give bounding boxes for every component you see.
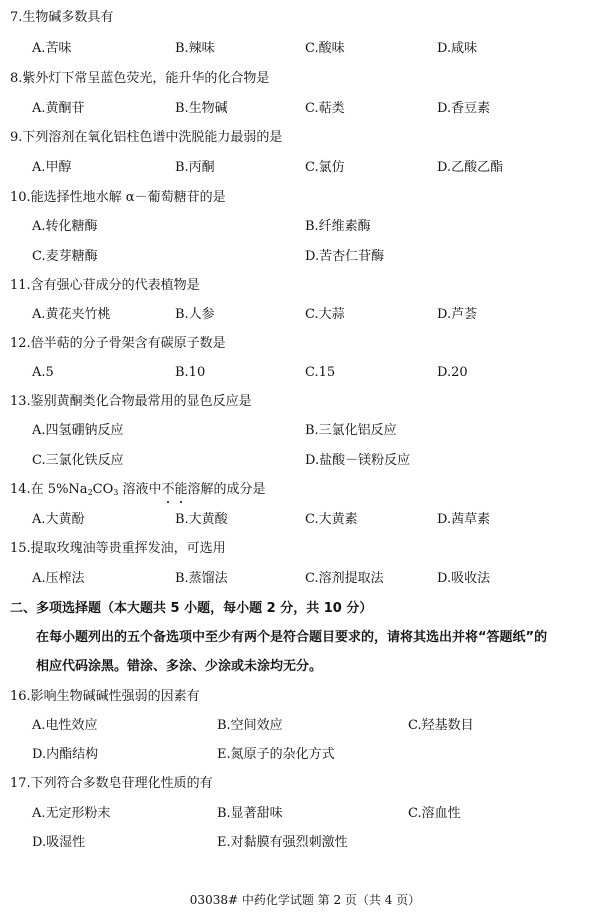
question-16-option-b: B.空间效应 (217, 718, 283, 733)
question-15-stem: 15.提取玫瑰油等贵重挥发油，可选用 (10, 541, 226, 556)
question-14-option-c: C.大黄素 (305, 512, 358, 527)
question-10-option-b: B.纤维素酶 (305, 219, 371, 234)
question-7-option-d: D.咸味 (437, 41, 478, 56)
emphasis-dot (167, 501, 169, 503)
question-7-option-c: C.酸味 (305, 41, 345, 56)
question-15-option-b: B.蒸馏法 (175, 571, 228, 586)
question-15-option-c: C.溶剂提取法 (305, 571, 384, 586)
question-17-option-c: C.溶血性 (408, 806, 461, 821)
question-16-stem: 16.影响生物碱碱性强弱的因素有 (10, 689, 200, 704)
page-footer: 03038# 中药化学试题 第 2 页（共 4 页） (189, 893, 421, 907)
emphasis-dot (180, 501, 182, 503)
question-11-option-a: A.黄花夹竹桃 (32, 307, 111, 322)
question-14-emphasis-text: 不能 (161, 482, 188, 497)
question-14-emphasis (162, 482, 188, 497)
question-8-option-c: C.萜类 (305, 101, 345, 116)
question-14-stem-middle: 溶液中 (118, 482, 162, 497)
question-13-stem: 13.鉴别黄酮类化合物最常用的显色反应是 (10, 394, 252, 409)
question-12-option-b: B.10 (175, 365, 206, 380)
question-15-option-d: D.吸收法 (437, 571, 491, 586)
question-17-option-b: B.显著甜味 (217, 806, 283, 821)
question-9-stem: 9.下列溶剂在氧化铝柱色谱中洗脱能力最弱的是 (10, 130, 283, 145)
question-14-option-d: D.茜草素 (437, 512, 491, 527)
question-14-subscript-3: 3 (113, 488, 119, 497)
question-11-option-b: B.人参 (175, 307, 215, 322)
question-10-option-d: D.苦杏仁苷酶 (305, 249, 385, 264)
question-14-formula-co: CO (92, 482, 114, 497)
question-16-option-e: E.氮原子的杂化方式 (217, 747, 335, 762)
question-7-option-b: B.辣味 (175, 41, 215, 56)
question-9-option-c: C.氯仿 (305, 160, 345, 175)
question-17-option-d: D.吸湿性 (32, 835, 86, 850)
question-14-stem-end: 溶解的成分是 (187, 482, 266, 497)
question-16-option-a: A.电性效应 (32, 718, 98, 733)
question-11-stem: 11.含有强心苷成分的代表植物是 (10, 278, 200, 293)
section-2-heading: 二、多项选择题（本大题共 5 小题，每小题 2 分，共 10 分） (10, 601, 373, 616)
question-14-option-a: A.大黄酚 (32, 512, 85, 527)
question-10-option-a: A.转化糖酶 (32, 219, 98, 234)
question-16-option-d: D.内酯结构 (32, 747, 99, 762)
question-9-option-d: D.乙酸乙酯 (437, 160, 504, 175)
question-17-stem: 17.下列符合多数皂苷理化性质的有 (10, 776, 213, 791)
question-11-option-d: D.芦荟 (437, 307, 478, 322)
question-17-option-e: E.对黏膜有强烈刺激性 (217, 835, 348, 850)
question-14-stem-start: 14.在 5%Na (10, 482, 88, 497)
question-10-stem: 10.能选择性地水解 α－葡萄糖苷的是 (10, 190, 226, 205)
question-14-stem (10, 481, 266, 499)
question-8-stem: 8.紫外灯下常呈蓝色荧光，能升华的化合物是 (10, 71, 270, 86)
question-14-option-b: B.大黄酸 (175, 512, 228, 527)
question-10-option-c: C.麦芽糖酶 (32, 249, 98, 264)
question-8-option-a: A.黄酮苷 (32, 101, 85, 116)
question-8-option-d: D.香豆素 (437, 101, 491, 116)
question-13-option-d: D.盐酸－镁粉反应 (305, 453, 411, 468)
question-17-option-a: A.无定形粉末 (32, 806, 111, 821)
question-13-option-b: B.三氯化铝反应 (305, 423, 397, 438)
question-15-option-a: A.压榨法 (32, 571, 85, 586)
question-13-option-a: A.四氢硼钠反应 (32, 423, 124, 438)
question-14-subscript-2: 2 (87, 488, 93, 497)
question-7-stem: 7.生物碱多数具有 (10, 10, 114, 25)
question-12-option-a: A.5 (32, 365, 54, 380)
question-9-option-b: B.丙酮 (175, 160, 215, 175)
question-12-option-d: D.20 (437, 365, 468, 380)
section-2-instruction-line-2: 相应代码涂黑。错涂、多涂、少涂或未涂均无分。 (36, 659, 323, 674)
question-9-option-a: A.甲醇 (32, 160, 72, 175)
question-16-option-c: C.羟基数目 (408, 718, 474, 733)
question-12-option-c: C.15 (305, 365, 336, 380)
question-11-option-c: C.大蒜 (305, 307, 345, 322)
question-7-option-a: A.苦味 (32, 41, 72, 56)
section-2-instruction-line-1: 在每小题列出的五个备选项中至少有两个是符合题目要求的，请将其选出并将“答题纸”的 (36, 630, 548, 645)
question-8-option-b: B.生物碱 (175, 101, 228, 116)
question-13-option-c: C.三氯化铁反应 (32, 453, 124, 468)
question-12-stem: 12.倍半萜的分子骨架含有碳原子数是 (10, 336, 226, 351)
